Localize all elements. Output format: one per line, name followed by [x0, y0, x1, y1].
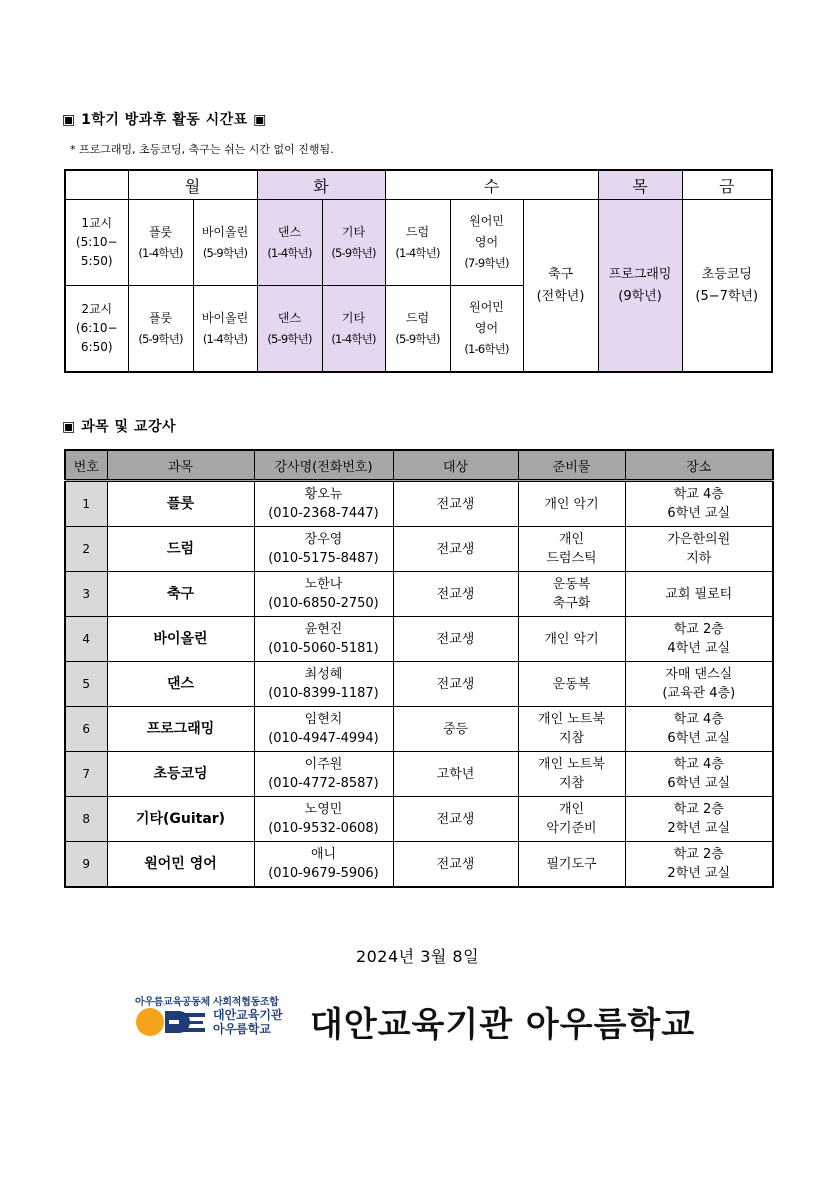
- place-cell: 학교 4층 6학년 교실: [625, 481, 773, 527]
- subject-cell: 프로그래밍: [107, 707, 254, 752]
- prep-cell: 개인 드럼스틱: [518, 527, 625, 572]
- subject-cell: 바이올린: [107, 617, 254, 662]
- place-cell: 학교 2층 4학년 교실: [625, 617, 773, 662]
- day-tue: 화: [257, 170, 385, 200]
- wed-soccer: 축구 (전학년): [523, 200, 598, 373]
- target-cell: 전교생: [393, 842, 518, 888]
- teacher-cell: 임현치 (010-4947-4994): [254, 707, 393, 752]
- subject-cell: 댄스: [107, 662, 254, 707]
- day-mon: 월: [128, 170, 257, 200]
- subject-cell: 초등코딩: [107, 752, 254, 797]
- teacher-cell: 최성혜 (010-8399-1187): [254, 662, 393, 707]
- row-number: 9: [65, 842, 107, 888]
- p1-tue-guitar: 기타 (5-9학년): [322, 200, 385, 286]
- p1-mon-flute: 플룻 (1-4학년): [128, 200, 193, 286]
- subject-cell: 축구: [107, 572, 254, 617]
- thu-programming: 프로그래밍 (9학년): [598, 200, 682, 373]
- corner-cell: [65, 170, 128, 200]
- document-date: 2024년 3월 8일: [355, 947, 480, 966]
- target-cell: 전교생: [393, 662, 518, 707]
- teacher-cell: 윤현진 (010-5060-5181): [254, 617, 393, 662]
- row-number: 8: [65, 797, 107, 842]
- row-number: 7: [65, 752, 107, 797]
- prep-cell: 개인 노트북 지참: [518, 752, 625, 797]
- teacher-cell: 노영민 (010-9532-0608): [254, 797, 393, 842]
- table-row: [65, 707, 773, 752]
- target-cell: 고학년: [393, 752, 518, 797]
- p1-mon-violin: 바이올린 (5-9학년): [193, 200, 257, 286]
- p1-wed-drum: 드럼 (1-4학년): [385, 200, 450, 286]
- place-cell: 학교 4층 6학년 교실: [625, 752, 773, 797]
- place-cell: 학교 2층 2학년 교실: [625, 797, 773, 842]
- p2-wed-drum: 드럼 (5-9학년): [385, 286, 450, 373]
- p1-tue-dance: 댄스 (1-4학년): [257, 200, 322, 286]
- place-cell: 학교 4층 6학년 교실: [625, 707, 773, 752]
- period-2-label: 2교시 (6:10− 6:50): [65, 286, 128, 373]
- row-number: 2: [65, 527, 107, 572]
- prep-cell: 개인 노트북 지참: [518, 707, 625, 752]
- row-number: 3: [65, 572, 107, 617]
- target-cell: 전교생: [393, 797, 518, 842]
- p2-wed-english: 원어민 영어 (1-6학년): [450, 286, 523, 373]
- prep-cell: 필기도구: [518, 842, 625, 888]
- prep-cell: 개인 악기: [518, 617, 625, 662]
- timetable-note: * 프로그래밍, 초등코딩, 축구는 쉬는 시간 없이 진행됨.: [70, 143, 334, 156]
- staff-table: [64, 449, 774, 888]
- subject-cell: 기타(Guitar): [107, 797, 254, 842]
- subject-cell: 플룻: [107, 481, 254, 527]
- table-row: [65, 572, 773, 617]
- p2-tue-dance: 댄스 (5-9학년): [257, 286, 322, 373]
- header-target: 대상: [393, 450, 518, 481]
- subject-cell: 드럼: [107, 527, 254, 572]
- subject-cell: 원어민 영어: [107, 842, 254, 888]
- header-subject: 과목: [107, 450, 254, 481]
- day-fri: 금: [682, 170, 772, 200]
- period-1-label: 1교시 (5:10− 5:50): [65, 200, 128, 286]
- row-number: 1: [65, 481, 107, 527]
- header-teacher: 강사명(전화번호): [254, 450, 393, 481]
- header-place: 장소: [625, 450, 773, 481]
- table-row: [65, 752, 773, 797]
- fri-coding: 초등코딩 (5−7학년): [682, 200, 772, 373]
- target-cell: 전교생: [393, 481, 518, 527]
- day-wed: 수: [385, 170, 598, 200]
- prep-cell: 개인 악기준비: [518, 797, 625, 842]
- p2-mon-violin: 바이올린 (1-4학년): [193, 286, 257, 373]
- table-row: [65, 481, 773, 527]
- row-number: 6: [65, 707, 107, 752]
- teacher-cell: 애니 (010-9679-5906): [254, 842, 393, 888]
- table-row: [65, 527, 773, 572]
- table-row: [65, 842, 773, 888]
- place-cell: 학교 2층 2학년 교실: [625, 842, 773, 888]
- place-cell: 가은한의원 지하: [625, 527, 773, 572]
- row-number: 4: [65, 617, 107, 662]
- teacher-cell: 이주원 (010-4772-8587): [254, 752, 393, 797]
- day-thu: 목: [598, 170, 682, 200]
- p2-mon-flute: 플룻 (5-9학년): [128, 286, 193, 373]
- p2-tue-guitar: 기타 (1-4학년): [322, 286, 385, 373]
- row-number: 5: [65, 662, 107, 707]
- logo-text: 대안교육기관 아우름학교: [213, 1008, 283, 1036]
- table-row: [65, 662, 773, 707]
- school-name: 대안교육기관 아우름학교: [310, 1005, 696, 1045]
- school-logo-block: [135, 993, 715, 1043]
- target-cell: 전교생: [393, 617, 518, 662]
- org-name: 아우름교육공동체 사회적협동조합: [135, 997, 279, 1008]
- target-cell: 전교생: [393, 527, 518, 572]
- teacher-cell: 장우영 (010-5175-8487): [254, 527, 393, 572]
- table-row: [65, 797, 773, 842]
- teacher-cell: 황오뉴 (010-2368-7447): [254, 481, 393, 527]
- place-cell: 자매 댄스실 (교육관 4층): [625, 662, 773, 707]
- school-logo-icon: [135, 1007, 209, 1037]
- header-prep: 준비물: [518, 450, 625, 481]
- prep-cell: 개인 악기: [518, 481, 625, 527]
- timetable: [64, 169, 773, 373]
- target-cell: 중등: [393, 707, 518, 752]
- timetable-title: ▣ 1학기 방과후 활동 시간표 ▣: [62, 112, 267, 128]
- staff-title: ▣ 과목 및 교강사: [62, 419, 176, 435]
- prep-cell: 운동복: [518, 662, 625, 707]
- p1-wed-english: 원어민 영어 (7-9학년): [450, 200, 523, 286]
- teacher-cell: 노한나 (010-6850-2750): [254, 572, 393, 617]
- header-no: 번호: [65, 450, 107, 481]
- table-row: [65, 617, 773, 662]
- target-cell: 전교생: [393, 572, 518, 617]
- place-cell: 교회 필로티: [625, 572, 773, 617]
- prep-cell: 운동복 축구화: [518, 572, 625, 617]
